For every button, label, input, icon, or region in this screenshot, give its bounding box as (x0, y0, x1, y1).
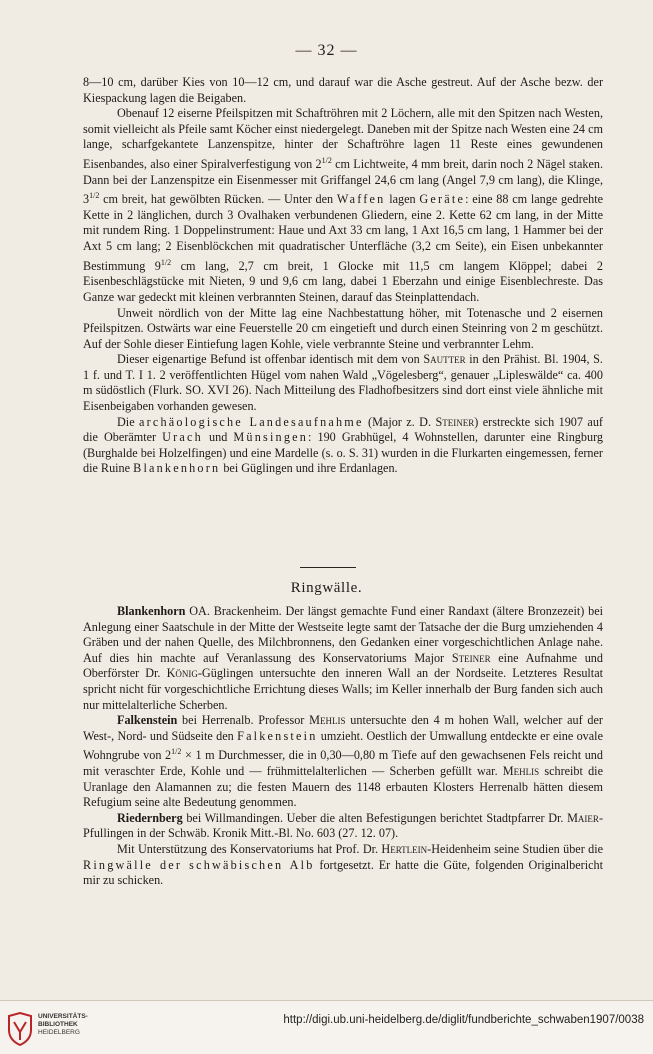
text-run: fortgesetzt. Er hatte die Güte, folgenden Originalbericht mir zu schicken. (83, 857, 604, 888)
text-run: 8—10 cm, darüber Kies von 10—12 cm, und darauf war die Asche gestreut. Auf der Asche bezw. der Kiespackung lagen die Beigaben. (83, 75, 603, 105)
spaced-term: Waffen (336, 192, 386, 207)
text-run: OA. Brackenheim. Der längst gemachte Fund einer Randaxt (ältere Bronzezeit) bei Anlegung einer Saatschule in der Mitte der Westseite legte samt der Tatsache der die Burg umziehenden 4 Gräben und der nahen Quelle, des Milchbronnens, den Gedanken einer vorgeschichtlichen Anlage nahe. Auf dies hin machte auf Veranlassung des Konservatoriums Major (83, 604, 603, 665)
author-name: Hertlein (381, 841, 428, 856)
fraction: 1/2 (160, 257, 172, 267)
paragraph-2 (83, 106, 603, 305)
fraction: 1/2 (171, 747, 182, 757)
spaced-term: Falkenstein (237, 728, 318, 743)
body-text-upper (83, 75, 603, 477)
text-run: bei Herrenalb. Professor (177, 713, 310, 728)
text-run: × 1 m Durchmesser, die in 0,30—0,80 m Tiefe auf den gewachsenen Fels reicht und mit veraschter Erde, Kohle und — frühmittelalterlichen — Scherben gefüllt war. (83, 748, 603, 778)
text-run: in den Prähist. Bl. 1904, S. 1 f. und T. I 1. 2 veröffentlichten Hügel vom nahen Wald „Vögelesberg“, genauer „Lipleswälde“ ca. 400 m südöstlich (Flurk. SO. XVI 26). Nach Mitteilung des Fladhofbesitzers sind dort einst viele ähnliche mit Eisenbeigaben vorhanden gewesen. (83, 352, 603, 414)
paragraph-blankenhorn (83, 604, 603, 713)
spaced-term: Ringwälle der schwäbischen Alb (83, 857, 315, 872)
text-run: Obenauf 12 eiserne Pfeilspitzen mit Schaftröhren mit 2 Löchern, alle mit den Spitzen nach Westen, somit vielleicht als Pfeile samt Köcher einst niedergelegt. Daneben mit der Spitze nach Westen eine 24 cm lange, scharfgekantete Lanzenspitze, hinter der Schaftröhre lagen 11 Reste eines gewundenen Eisenbandes, also einer Spiralverfestigung von 2 (83, 106, 603, 172)
spaced-term: Blankenhorn (133, 461, 221, 476)
site-name: Riedernberg (117, 810, 183, 825)
paragraph-hertlein (83, 842, 603, 889)
site-name: Falkenstein (117, 713, 178, 728)
logo-line: HEIDELBERG (38, 1029, 80, 1036)
text-run: cm breit, hat gewölbten Rücken. — Unter den (99, 192, 337, 207)
text-run: ) erstreckte sich 1907 auf die Oberämter (83, 414, 603, 445)
logo-line: UNIVERSITÄTS- (38, 1013, 88, 1020)
author-name: Steiner (435, 414, 475, 429)
text-run: -Heidenheim seine Studien über die (427, 841, 603, 856)
text-run: -Pfullingen in der Schwäb. Kronik Mitt.-Bl. No. 603 (27. 12. 07). (83, 810, 603, 841)
spaced-term: Urach (162, 430, 203, 445)
text-run: schreibt die Uranlage den Alamannen zu; die festen Mauern des 1148 erbauten Klosters Herrenalb hätten diesem Refugium seine alte Bedeutung genommen. (83, 764, 603, 810)
logo-line: BIBLIOTHEK (38, 1021, 78, 1028)
text-run: und (202, 430, 234, 445)
source-url[interactable]: http://digi.ub.uni-heidelberg.de/diglit/fundberichte_schwaben1907/0038 (283, 1014, 644, 1026)
text-run: Mit Unterstützung des Konservatoriums hat Prof. Dr. (117, 841, 382, 856)
body-text-lower (83, 604, 603, 889)
text-run: bei Willmandingen. Ueber die alten Befestigungen berichtet Stadtpfarrer Dr. (182, 810, 568, 825)
text-run: : 190 Grabhügel, 4 Wohnstellen, darunter eine Ringburg (Burghalde bei Holzelfingen) und eine Mardelle (s. o. S. 31) wurden in die Flurkarten eingemessen, ferner die Ruine (83, 430, 603, 476)
text-run: Dieser eigenartige Befund ist offenbar identisch mit dem von (117, 352, 424, 367)
university-seal-icon (7, 1012, 33, 1046)
author-name: Sautter (423, 352, 466, 367)
spaced-term: Geräte (419, 192, 466, 207)
section-title: Ringwälle. (290, 580, 363, 596)
text-run: lagen (385, 192, 420, 207)
page-number: — 32 — (295, 42, 358, 59)
text-run: (Major z. D. (363, 414, 436, 429)
paragraph-riedernberg (83, 811, 603, 842)
text-run: cm Lichtweite, 4 mm breit, darin noch 2 Nägel staken. Dann bei der Lanzenspitze ein Eisenmesser mit Griffangel 24,6 cm lang (Angel 7,9 cm lang), die Klinge, 3 (83, 157, 603, 207)
author-name: König (166, 666, 198, 681)
text-run: : eine 88 cm lange gedrehte Kette in 2 länglichen, durch 3 Ovalhaken verbundenen Gliedern, eine 2. Kette 62 cm lang, in der Mitte mit rundem Ring. 1 Doppelinstrument: Haue und Axt 33 cm lang, 1 Axt 16,5 cm lang, 1 Hammer bei der Axt 5 cm lang; 2 Eisenblöckchen mit quadratischer Unterfläche (3,2 cm Seite), ein Eisen unbekannter Bestimmung 9 (83, 192, 603, 273)
paragraph-5 (83, 415, 603, 477)
paragraph-4 (83, 352, 603, 414)
fraction: 1/2 (89, 191, 100, 201)
library-logo-text (38, 1013, 88, 1037)
text-run: Die (117, 414, 140, 429)
author-name: Mehlis (502, 764, 540, 778)
author-name: Steiner (451, 650, 491, 665)
text-run: untersuchte den 4 m hohen Wall, welcher auf der West-, Nord- und Südseite den (83, 713, 603, 743)
spaced-term: archäologische Landesaufnahme (139, 414, 364, 429)
paragraph-falkenstein (83, 713, 603, 811)
author-name: Maier (567, 810, 599, 825)
text-run: bei Güglingen und ihre Erdanlagen. (220, 461, 398, 476)
fraction: 1/2 (321, 155, 332, 165)
text-run: umzieht. Oestlich der Umwallung entdeckte er eine ovale Wohngrube von 2 (83, 728, 603, 763)
section-divider (300, 567, 356, 568)
text-run: eine Aufnahme und Oberförster Dr. (83, 650, 603, 681)
paragraph-1 (83, 75, 603, 106)
digitization-footer (0, 1000, 653, 1054)
paragraph-3: Unweit nördlich von der Mitte lag eine Nachbestattung höher, mit Totenasche und 2 eisernen Pfeilspitzen. Ostwärts war eine Feuerstelle 20 cm eingetieft und durch einen Steinring von 2 m geschützt. Auf der Sohle dieser Eintiefung lagen Kohle, viele verbrannte Steine und verbrannter Lehm. (83, 305, 603, 351)
site-name: Blankenhorn (117, 604, 186, 618)
text-run: cm lang, 2,7 cm breit, 1 Glocke mit 11,5 cm langem Klöppel; dabei 2 Eisenbeschlägstücke mit Nieten, 9 und 9,6 cm lang, dabei 1 Eberzahn und einige Eisenblechreste. Das Ganze war gedeckt mit kleinen verbrannten Steinen, darauf das Steinplattendach. (83, 258, 603, 304)
text-run: -Güglingen untersuchte den inneren Wall an der Nordseite. Letzteres Resultat spricht nicht für vorgeschichtliche Errichtung dieses Walls; im Keller innerhalb der Burg fanden sich auch nur mittelalterliche Scherben. (83, 666, 603, 712)
spaced-term: Münsingen (233, 430, 309, 445)
author-name: Mehlis (309, 713, 346, 728)
